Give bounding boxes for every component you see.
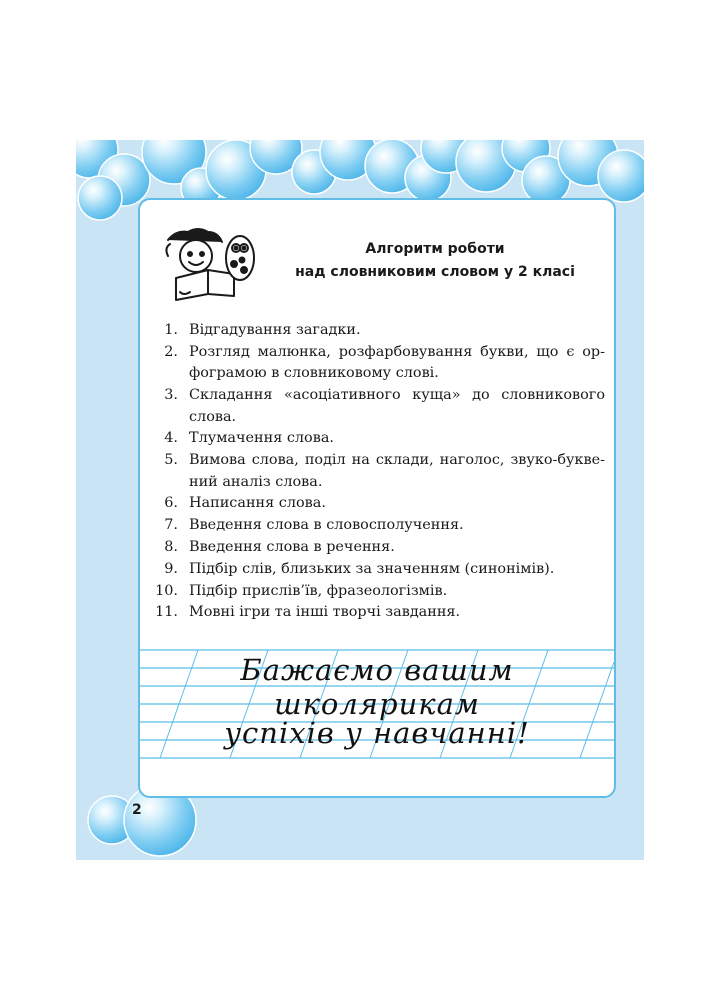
steps-list: [150, 320, 605, 624]
list-item: [150, 602, 605, 624]
step-number: 9.: [164, 560, 178, 577]
step-text: Мовні ігри та інші творчі завдання.: [189, 604, 461, 621]
content-card: [138, 198, 616, 798]
step-text: Відгадування загадки.: [189, 322, 361, 338]
list-item: [150, 493, 605, 515]
girl-reading-mascot-icon: [160, 222, 260, 304]
step-text: Введення слова в словосполучення.: [189, 517, 464, 534]
step-number: 8.: [164, 539, 178, 556]
list-item: [150, 537, 605, 559]
step-text: Введення слова в речення.: [189, 539, 395, 556]
step-number: 3.: [164, 387, 178, 404]
step-number: 7.: [164, 517, 178, 534]
list-item: [150, 559, 605, 581]
title-line-2: над словниковим словом у 2 класі: [295, 264, 575, 280]
step-number: 5.: [164, 452, 178, 469]
list-item: [150, 450, 605, 493]
step-number: 2.: [164, 343, 178, 360]
page: [76, 140, 644, 860]
step-number: 11.: [155, 604, 178, 621]
wish-line-1: Бажаємо вашим школярикам: [240, 653, 514, 721]
list-item: [150, 515, 605, 537]
wish-line-2: успіхів у навчанні!: [224, 716, 530, 750]
step-text: Підбір слів, близьких за значенням (синонімів).: [189, 560, 555, 577]
step-text: Вимова слова, поділ на склади, наголос, звуко-букве-ний аналіз слова.: [189, 452, 605, 490]
list-item: [150, 342, 605, 385]
step-text: Розгляд малюнка, розфарбовування букви, що є ор-фограмою в словниковому слові.: [189, 343, 605, 382]
step-text: Складання «асоціативного куща» до словникового слова.: [189, 387, 605, 425]
step-number: 4.: [164, 430, 178, 447]
step-number: 6.: [164, 495, 178, 512]
step-text: Підбір прислів’їв, фразеологізмів.: [189, 582, 448, 599]
step-text: Тлумачення слова.: [189, 430, 334, 447]
page-title: [260, 238, 610, 284]
step-text: Написання слова.: [189, 495, 326, 512]
step-number: 10.: [155, 582, 178, 599]
list-item: [150, 428, 605, 450]
page-number: 2: [132, 802, 142, 818]
step-number: 1.: [164, 322, 178, 338]
list-item: [150, 385, 605, 428]
title-line-1: Алгоритм роботи: [365, 241, 505, 257]
list-item: [150, 581, 605, 603]
list-item: [150, 320, 605, 342]
